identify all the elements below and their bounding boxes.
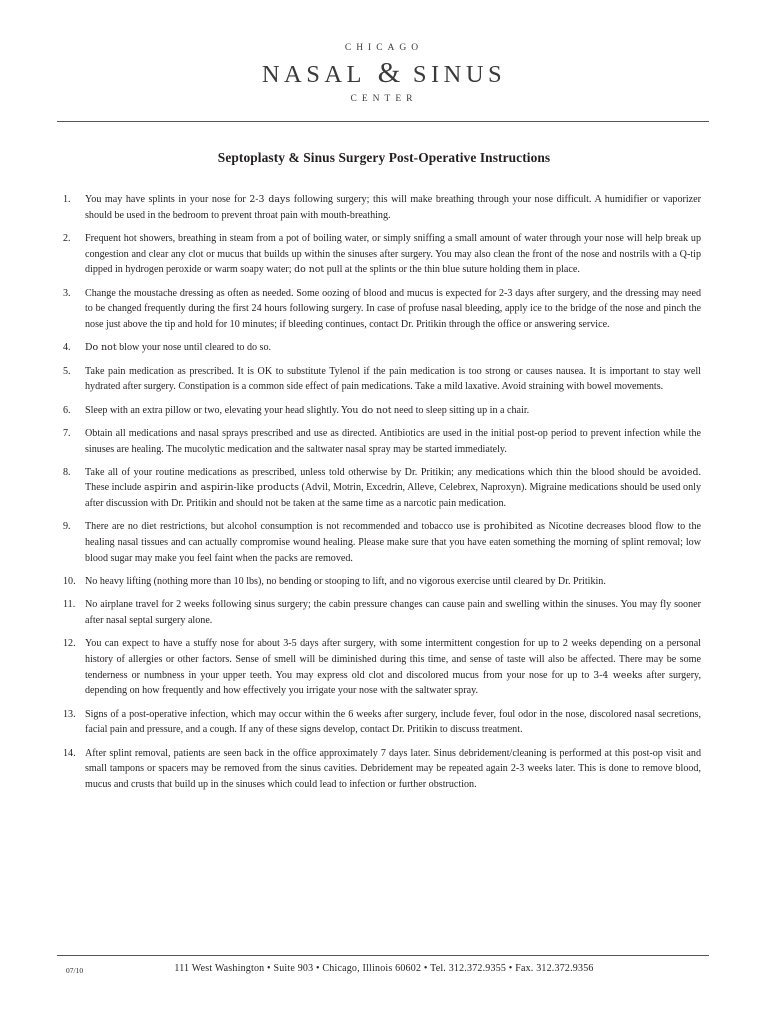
list-item [57,746,701,793]
item-text-part: After splint removal, patients are seen back in the office approximately 7 days later. Sinus debridement/cleaning is performed at this post-op visit and small tampons or spacers may be removed from the sinus cavities. Debridement may be repeated again 2-3 weeks later. This is done to remove blood, mucus and crusts that build up in the sinuses which could lead to infection or further obstruction. [85,747,701,790]
footer-rule [57,955,709,956]
list-item [57,707,701,738]
item-text-part: Take all of your routine medications as prescribed, unless told otherwise by Dr. Pritikin; any medications which thin the blood should be [85,466,662,478]
logo-city: CHICAGO [344,43,424,53]
emphasis-text: 2-3 days [249,194,291,205]
emphasis-text: aspirin and aspirin-like products [143,482,299,494]
logo-name [0,58,768,90]
item-text [85,597,701,628]
item-number: 9. [63,521,71,533]
item-number: 11. [63,599,76,611]
list-item [57,636,701,698]
emphasis-text: prohibited [483,521,534,533]
logo-center: CENTER [350,94,418,104]
item-text [85,426,701,457]
item-text-part: Change the moustache dressing as often as needed. Some oozing of blood and mucus is expected for 2-3 days after surgery, and the dressing may need to be changed frequently during the first 24 hours following surgery. In case of profuse nasal bleeding, apply ice to the bridge of the nose and pinch the nose just above the tip and hold for 10 minutes; if bleeding continues, contact Dr. Pritikin through the office or answering service. [85,287,701,330]
item-text-part: There are no diet restrictions, but alcohol consumption is not recommended and tobacco use is [85,521,484,533]
item-number: 3. [63,287,71,299]
item-text-part: pull at the splints or the thin blue suture holding them in place. [324,264,580,276]
list-item [57,574,701,590]
item-text [85,746,701,793]
item-text-part: need to sleep sitting up in a chair. [391,404,530,416]
list-item [57,231,701,278]
item-text-part: Frequent hot showers, breathing in steam from a pot of boiling water, or simply sniffing a small amount of water through your nose will help break up congestion and clear any clot or mucus that builds up within the sinuses after surgery. You may also clean the front of the nose and nostrils with a Q-tip dipped in hydrogen peroxide or warm soapy water; [85,232,701,276]
item-number: 1. [63,194,71,205]
form-code: 07/10 [66,966,84,975]
item-text-part: . These include [85,466,701,494]
item-text [85,465,701,512]
item-text-part: No heavy lifting (nothing more than 10 lbs), no bending or stooping to lift, and no vigorous exercise until cleared by Dr. Pritikin. [85,576,606,588]
list-item [57,519,701,566]
footer-address: 111 West Washington • Suite 903 • Chicago, Illinois 60602 • Tel. 312.372.9355 • Fax. 312.372.9356 [174,963,594,974]
item-number: 7. [63,427,71,439]
item-text-part: as Nicotine decreases blood flow to the healing nasal tissues and can actually compromise wound healing. Please make sure that you have eaten something the morning of splint removal; low blood sugar may make you feel faint when the packs are removed. [85,521,701,564]
list-item [57,364,701,395]
item-number: 13. [63,708,76,720]
item-number: 8. [63,466,71,478]
item-text [85,340,701,356]
item-text-part: Take pain medication as prescribed. It is OK to substitute Tylenol if the pain medication is too strong or causes nausea. It is important to stay well hydrated after surgery. Constipation is a common side effect of pain medications. Take a mild laxative. Avoid straining with bowel movements. [85,365,701,393]
item-number: 2. [63,232,71,244]
item-text [85,519,701,566]
item-number: 10. [63,576,76,588]
item-text [85,364,701,395]
item-text [85,403,701,419]
logo-word-nasal: NASAL [261,61,366,88]
item-text [85,636,701,698]
item-text [85,192,701,223]
item-number: 4. [63,342,71,354]
item-text-part: Obtain all medications and nasal sprays prescribed and use as directed. Antibiotics are used in the initial post-op period to prevent infection while the sinuses are healing. The mucolytic medication and the saltwater nasal spray may be started immediately. [85,427,701,455]
item-text [85,231,701,278]
logo-word-sinus: SINUS [412,61,507,88]
emphasis-text: 3-4 weeks [593,669,643,681]
emphasis-text: avoided [661,466,699,478]
list-item [57,192,701,223]
logo-ampersand: & [377,57,401,89]
emphasis-text: You do not [341,404,392,416]
item-text-part: You may have splints in your nose for [85,194,250,205]
item-text-part: blow your nose until cleared to do so. [116,342,272,354]
emphasis-text: do not [294,264,325,276]
list-item [57,403,701,419]
item-text-part: Signs of a post-operative infection, which may occur within the 6 weeks after surgery, include fever, foul odor in the nose, discolored nasal secretions, facial pain and pressure, and a cough. If any of these signs develop, contact Dr. Pritikin to discuss treatment. [85,708,701,736]
list-item [57,465,701,512]
item-number: 6. [63,404,71,416]
list-item [57,426,701,457]
item-text-part: You can expect to have a stuffy nose for about 3-5 days after surgery, with some intermittent congestion for up to 2 weeks depending on a personal history of allergies or other factors. Sense of smell will be diminished during this time, and sense of taste will also be affected. There may be some tenderness or numbness in your upper teeth. You may express old clot and discolored mucus from your nose for up to [85,638,701,681]
list-item [57,340,701,356]
item-text-part: (Advil, Motrin, Excedrin, Alleve, Celebrex, Naproxyn). Migraine medications should be used only after discussion with Dr. Pritikin and should not be taken at the same time as a narcotic pain medication. [85,482,702,510]
item-text [85,707,701,738]
emphasis-text: Do not [85,342,117,354]
document-title: Septoplasty & Sinus Surgery Post-Operative Instructions [217,150,551,165]
list-item [57,597,701,628]
instructions-list [57,192,701,800]
item-number: 5. [63,365,71,377]
item-text-part: No airplane travel for 2 weeks following sinus surgery; the cabin pressure changes can cause pain and swelling within the sinuses. You may fly sooner after nasal septal surgery alone. [85,599,701,627]
item-text-part: following surgery; this will make breathing through your nose difficult. A humidifier or vaporizer should be used in the bedroom to prevent throat pain with mouth-breathing. [85,194,702,221]
item-text-part: Sleep with an extra pillow or two, elevating your head slightly. [85,404,342,416]
header-rule [57,121,709,122]
item-text [85,574,701,590]
item-text [85,286,701,333]
list-item [57,286,701,333]
item-text-part: after surgery, depending on how frequently and how effectively you irrigate your nose with the saltwater spray. [85,669,701,697]
logo [0,42,768,105]
item-number: 12. [63,638,76,650]
item-number: 14. [63,747,76,759]
